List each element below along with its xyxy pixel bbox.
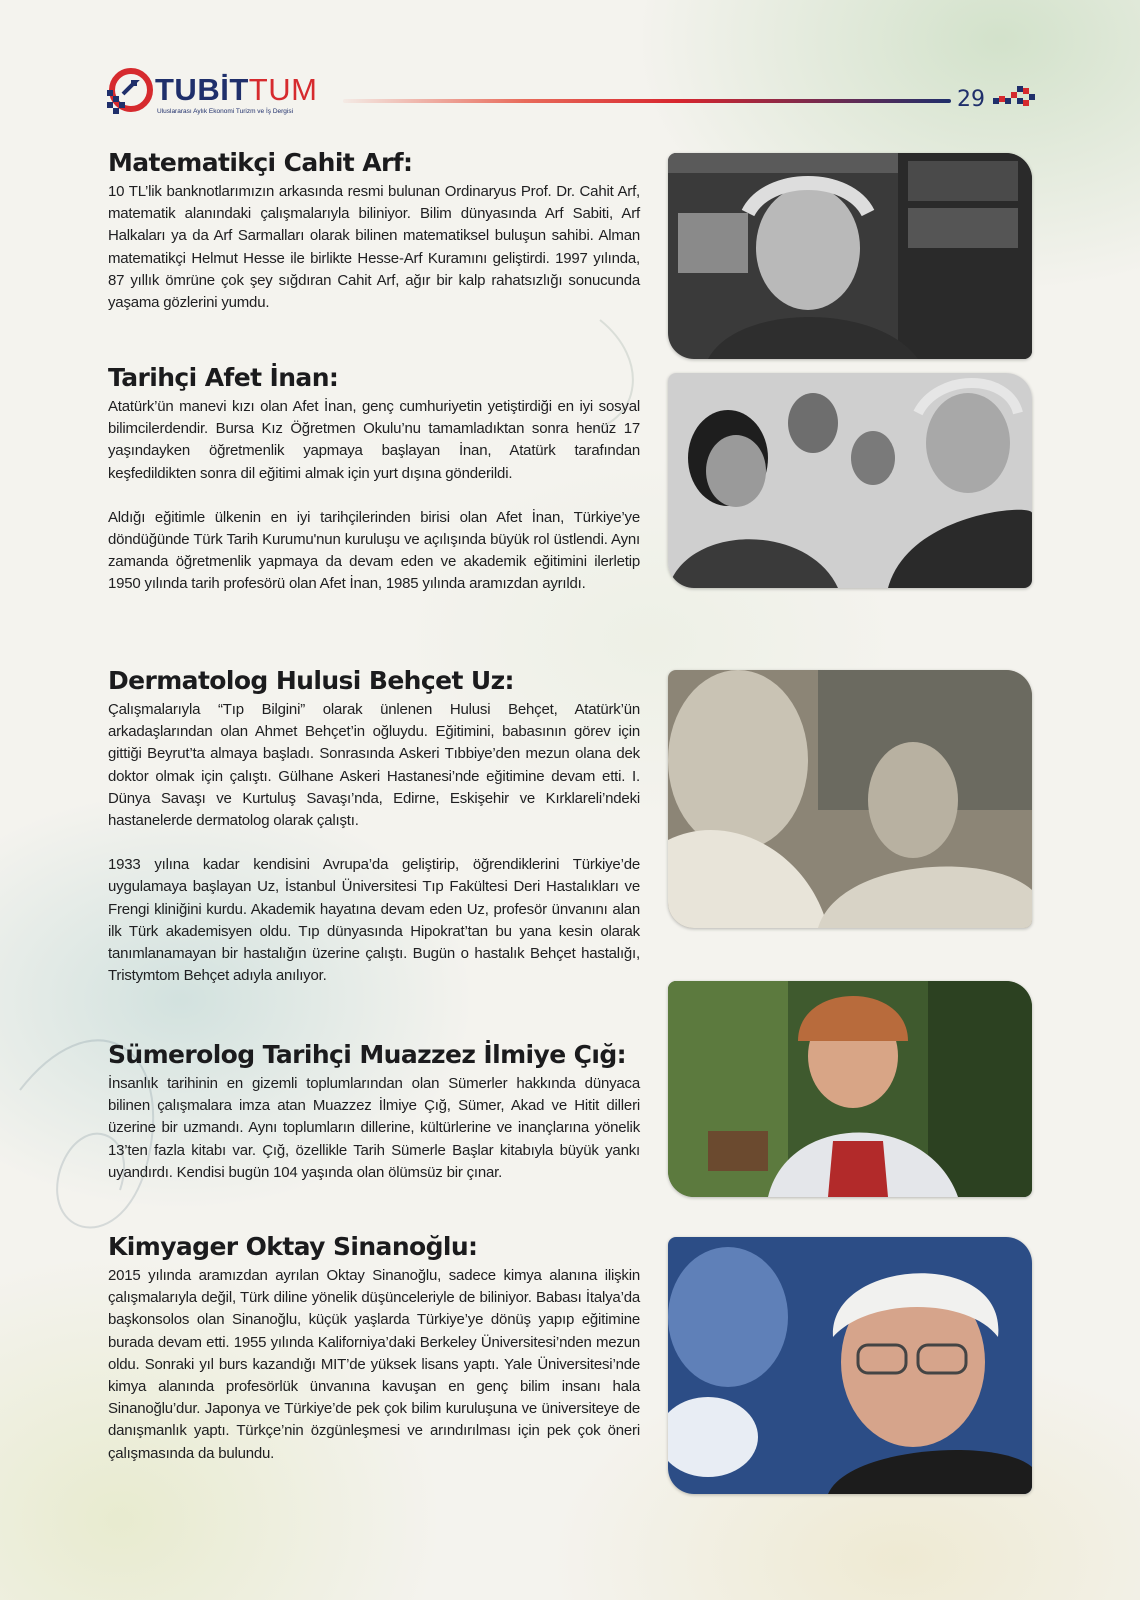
- photo-muazzez-ilmiye-cig: [668, 981, 1032, 1197]
- logo-emblem-icon: [105, 68, 153, 116]
- article-hulusi-behcet: [108, 666, 640, 987]
- checkered-flag-icon: [991, 84, 1037, 110]
- article-paragraph: 10 TL’lik banknotlarımızın arkasında resmi bulunan Ordinaryus Prof. Dr. Cahit Arf, matematik alanındaki çalışmalarıyla biliniyor. Bilim dünyasında Arf Sabiti, Arf Halkaları ya da Arf Sarmalları olarak bilinen matematiksel buluşun sahibi. Alman matematikçi Helmut Hesse ile birlikte Hesse-Arf Kuramını geliştirdi. 1997 yılında, 87 yıllık ömrüne çok şey sığdıran Cahit Arf, ağır bir kalp rahatsızlığı sonucunda yaşama gözlerini yumdu.: [108, 183, 640, 312]
- article-title: Tarihçi Afet İnan:: [108, 363, 339, 392]
- page-header: [105, 66, 1035, 122]
- article-paragraph: Aldığı eğitimle ülkenin en iyi tarihçilerinden birisi olan Afet İnan, Türkiye’ye döndüğünde Türk Tarih Kurumu'nun kuruluşu ve açılışında büyük rol üstlendi. Aynı zamanda öğretmenlik yapmaya da devam eden ve akademik eğitimini ilerletip 1950 yılında tarih profesörü olan Afet İnan, 1985 yılında aramızdan ayrıldı.: [108, 508, 640, 593]
- article-title: Dermatolog Hulusi Behçet Uz:: [108, 666, 514, 695]
- article-cahit-arf: [108, 148, 640, 314]
- article-paragraph: Çalışmalarıyla “Tıp Bilgini” olarak ünlenen Hulusi Behçet, Atatürk’ün arkadaşlarından olan Ahmet Behçet’in oğluydu. Eğitimini, babasının görev için gittiği Beyrut’ta almaya başladı. Sonrasında Askeri Tıbbiye’den mezun olana dek doktor olmak için çalıştı. Gülhane Askeri Hastanesi’nde eğitimine devam etti. I. Dünya Savaşı ve Kurtuluş Savaşı’nda, Edirne, Eskişehir ve Kırklareli’ndeki hastanelerde dermatolog olarak çalıştı.: [108, 701, 640, 830]
- article-afet-inan: [108, 363, 640, 596]
- photo-afet-inan-ataturk: [668, 373, 1032, 588]
- article-title: Sümerolog Tarihçi Muazzez İlmiye Çığ:: [108, 1040, 627, 1069]
- article-muazzez-ilmiye-cig: [108, 1040, 640, 1184]
- article-title: Matematikçi Cahit Arf:: [108, 148, 413, 177]
- logo-subtitle: Uluslararası Aylık Ekonomi Turizm ve İş Dergisi: [157, 108, 294, 115]
- article-title: Kimyager Oktay Sinanoğlu:: [108, 1232, 478, 1261]
- photo-oktay-sinanoglu: [668, 1237, 1032, 1494]
- article-paragraph: Atatürk’ün manevi kızı olan Afet İnan, genç cumhuriyetin yetiştirdiği en iyi sosyal bilimcilerdendir. Bursa Kız Öğretmen Okulu’nu tamamladıktan sonra henüz 17 yaşındayken öğretmenlik yapmaya başlayan İnan, Atatürk tarafından keşfedildikten sonra dil eğitimi almak için yurt dışına gönderildi.: [108, 398, 640, 482]
- article-paragraph: 1933 yılına kadar kendisini Avrupa’da geliştirip, öğrendiklerini Türkiye’de uygulamaya başlayan Uz, İstanbul Üniversitesi Tıp Fakültesi Deri Hastalıkları ve Frengi kliniğini kurdu. Akademik hayatına devam eden Uz, profesör ünvanını alan ilk Türk akademisyen oldu. Tıp dünyasında Hipokrat’tan bu yana kesin olarak tanımlanamayan bir hastalığın üzerine çalıştı. Bugün o hastalık Behçet hastalığı, Tristymtom Behçet adıyla anılıyor.: [108, 856, 640, 985]
- logo-wordmark: TUBİTTUM: [155, 72, 318, 107]
- header-divider: [343, 99, 951, 103]
- photo-cahit-arf: [668, 153, 1032, 359]
- article-paragraph: 2015 yılında aramızdan ayrılan Oktay Sinanoğlu, sadece kimya alanına ilişkin çalışmalarıyla değil, Türk diline yönelik düşünceleriyle de biliniyor. Babası İtalya’da başkonsolos olan Sinanoğlu, küçük yaşlarda Türkiye’ye dönüş yapıp eğitimine burada devam etti. 1955 yılında Kaliforniya’daki Berkeley Üniversitesi’nden mezun oldu. Sonraki yıl burs kazandığı MIT’de yüksek lisans yaptı. Yale Üniversitesi’nde kimya alanında profesörlük ünvanına kavuşan en genç bilim insanı hala Sinanoğlu’dur. Japonya ve Türkiye’de pek çok bilim kuruluşuna ve üniversiteye de danışmanlık yaptı. Türkçe’nin özgünleşmesi ve arındırılması için pek çok öneri çalışmasında da bulundu.: [108, 1267, 640, 1462]
- page-number: 29: [957, 87, 985, 112]
- article-oktay-sinanoglu: [108, 1232, 640, 1465]
- photo-hulusi-behcet: [668, 670, 1032, 928]
- tubittum-logo[interactable]: [105, 66, 335, 122]
- article-paragraph: İnsanlık tarihinin en gizemli toplumlarından olan Sümerler hakkında dünyaca bilinen çalışmalara imza atan Muazzez İlmiye Çığ, Sümer, Akad ve Hitit dilleri üzerine bir uzmandı. Aynı toplumların dillerine, kültürlerine ve inançlarına yönelik 13’ten fazla kitabı var. Çığ, özellikle Tarih Sümerle Başlar kitabıyla büyük yankı uyandırdı. Kendisi bugün 104 yaşında olan ölümsüz bir çınar.: [108, 1075, 640, 1181]
